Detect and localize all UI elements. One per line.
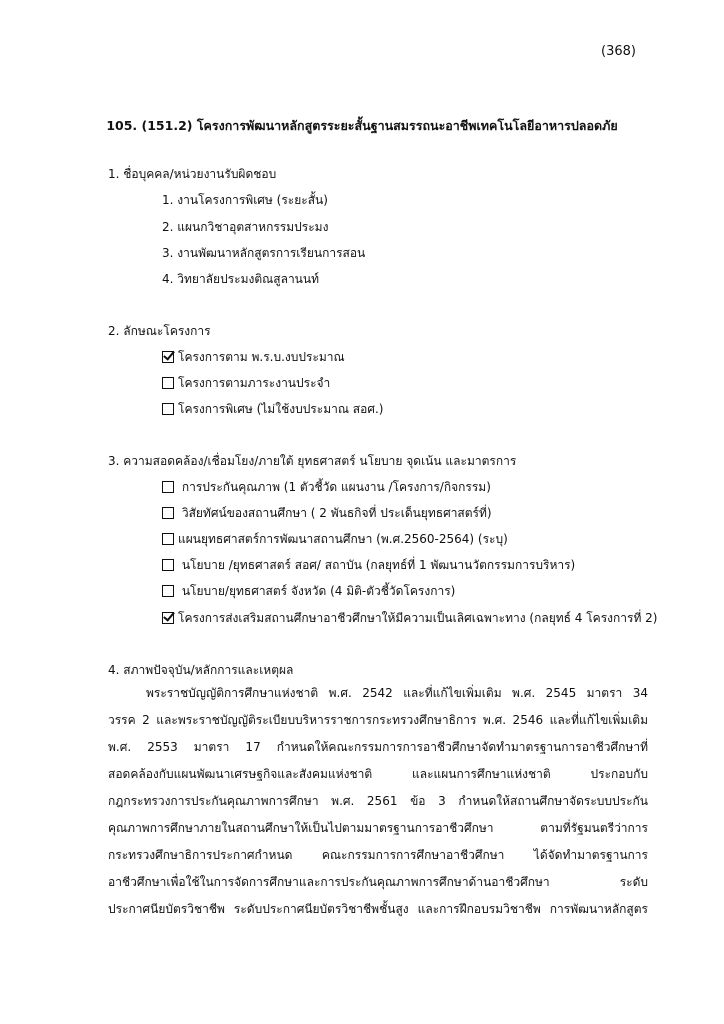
rationale-paragraph xyxy=(108,680,648,923)
option-label: แผนยุทธศาสตร์การพัฒนาสถานศึกษา (พ.ศ.2560-2564) (ระบุ) xyxy=(178,532,508,546)
project-type-option xyxy=(162,401,383,417)
checkbox[interactable] xyxy=(162,481,174,493)
paragraph-line: กฎกระทรวงการประกันคุณภาพการศึกษา พ.ศ. 2561 ข้อ 3 กำหนดให้สถานศึกษาจัดระบบประกัน xyxy=(108,794,648,808)
checkbox[interactable] xyxy=(162,507,174,519)
option-label: โครงการส่งเสริมสถานศึกษาอาชีวศึกษาให้มีความเป็นเลิศเฉพาะทาง (กลยุทธ์ 4 โครงการที่ 2) xyxy=(178,611,658,625)
paragraph-line: สอดคล้องกับแผนพัฒนาเศรษฐกิจและสังคมแห่งชาติ และแผนการศึกษาแห่งชาติ ประกอบกับ xyxy=(108,767,648,781)
project-type-option xyxy=(162,375,330,391)
paragraph-line: คุณภาพการศึกษาภายในสถานศึกษาให้เป็นไปตามมาตรฐานการอาชีวศึกษา ตามที่รัฐมนตรีว่าการ xyxy=(108,821,648,835)
checkbox[interactable] xyxy=(162,559,174,571)
section1-item: 1. งานโครงการพิเศษ (ระยะสั้น) xyxy=(162,193,328,207)
section1-item: 4. วิทยาลัยประมงติณสูลานนท์ xyxy=(162,272,320,286)
alignment-option xyxy=(162,479,491,495)
paragraph-line: ประกาศนียบัตรวิชาชีพ ระดับประกาศนียบัตรวิชาชีพชั้นสูง และการฝึกอบรมวิชาชีพ การพัฒนาหลักสูตร xyxy=(108,902,648,916)
alignment-option xyxy=(162,583,455,599)
option-label: นโยบาย /ยุทธศาสตร์ สอศ/ สถาบัน (กลยุทธ์ที่ 1 พัฒนานวัตกรรมการบริหาร) xyxy=(181,558,576,572)
option-label: โครงการตาม พ.ร.บ.งบประมาณ xyxy=(178,350,345,364)
paragraph-line: พระราชบัญญัติการศึกษาแห่งชาติ พ.ศ. 2542 และที่แก้ไขเพิ่มเติม พ.ศ. 2545 มาตรา 34 xyxy=(146,686,648,700)
option-label: วิสัยทัศน์ของสถานศึกษา ( 2 พันธกิจที่ ประเด็นยุทธศาสตร์ที่) xyxy=(181,506,492,520)
section4-heading: 4. สภาพปัจจุบัน/หลักการและเหตุผล xyxy=(108,663,294,677)
alignment-option xyxy=(162,610,658,626)
paragraph-line: วรรค 2 และพระราชบัญญัติระเบียบบริหารราชการกระทรวงศึกษาธิการ พ.ศ. 2546 และที่แก้ไขเพิ่มเติม xyxy=(108,713,648,727)
checkbox[interactable] xyxy=(162,533,174,545)
paragraph-line: กระทรวงศึกษาธิการประกาศกำหนด คณะกรรมการการศึกษาอาชีวศึกษา ได้จัดทำมาตรฐานการ xyxy=(108,848,648,862)
section1-heading: 1. ชื่อบุคคล/หน่วยงานรับผิดชอบ xyxy=(108,167,277,181)
project-title: 105. (151.2) โครงการพัฒนาหลักสูตรระยะสั้นฐานสมรรถนะอาชีพเทคโนโลยีอาหารปลอดภัย xyxy=(106,118,618,133)
option-label: โครงการพิเศษ (ไม่ใช้งบประมาณ สอศ.) xyxy=(178,402,384,416)
option-label: นโยบาย/ยุทธศาสตร์ จังหวัด (4 มิติ-ตัวชี้วัดโครงการ) xyxy=(181,584,456,598)
alignment-option xyxy=(162,531,508,547)
checkbox[interactable] xyxy=(162,351,174,363)
paragraph-line: พ.ศ. 2553 มาตรา 17 กำหนดให้คณะกรรมการการอาชีวศึกษาจัดทำมาตรฐานการอาชีวศึกษาที่ xyxy=(108,740,648,754)
project-type-option xyxy=(162,349,345,365)
alignment-option xyxy=(162,557,575,573)
section1-item: 3. งานพัฒนาหลักสูตรการเรียนการสอน xyxy=(162,246,366,260)
checkbox[interactable] xyxy=(162,377,174,389)
section2-heading: 2. ลักษณะโครงการ xyxy=(108,324,211,338)
checkbox[interactable] xyxy=(162,585,174,597)
option-label: การประกันคุณภาพ (1 ตัวชี้วัด แผนงาน /โครงการ/กิจกรรม) xyxy=(181,480,491,494)
checkbox[interactable] xyxy=(162,403,174,415)
option-label: โครงการตามภาระงานประจำ xyxy=(178,376,331,390)
paragraph-line: อาชีวศึกษาเพื่อใช้ในการจัดการศึกษาและการประกันคุณภาพการศึกษาด้านอาชีวศึกษา ระดับ xyxy=(108,875,648,889)
section3-heading: 3. ความสอดคล้อง/เชื่อมโยง/ภายใต้ ยุทธศาสตร์ นโยบาย จุดเน้น และมาตรการ xyxy=(108,454,517,468)
page-number: (368) xyxy=(601,44,636,59)
checkbox[interactable] xyxy=(162,612,174,624)
section1-item: 2. แผนกวิชาอุตสาหกรรมประมง xyxy=(162,220,329,234)
alignment-option xyxy=(162,505,492,521)
